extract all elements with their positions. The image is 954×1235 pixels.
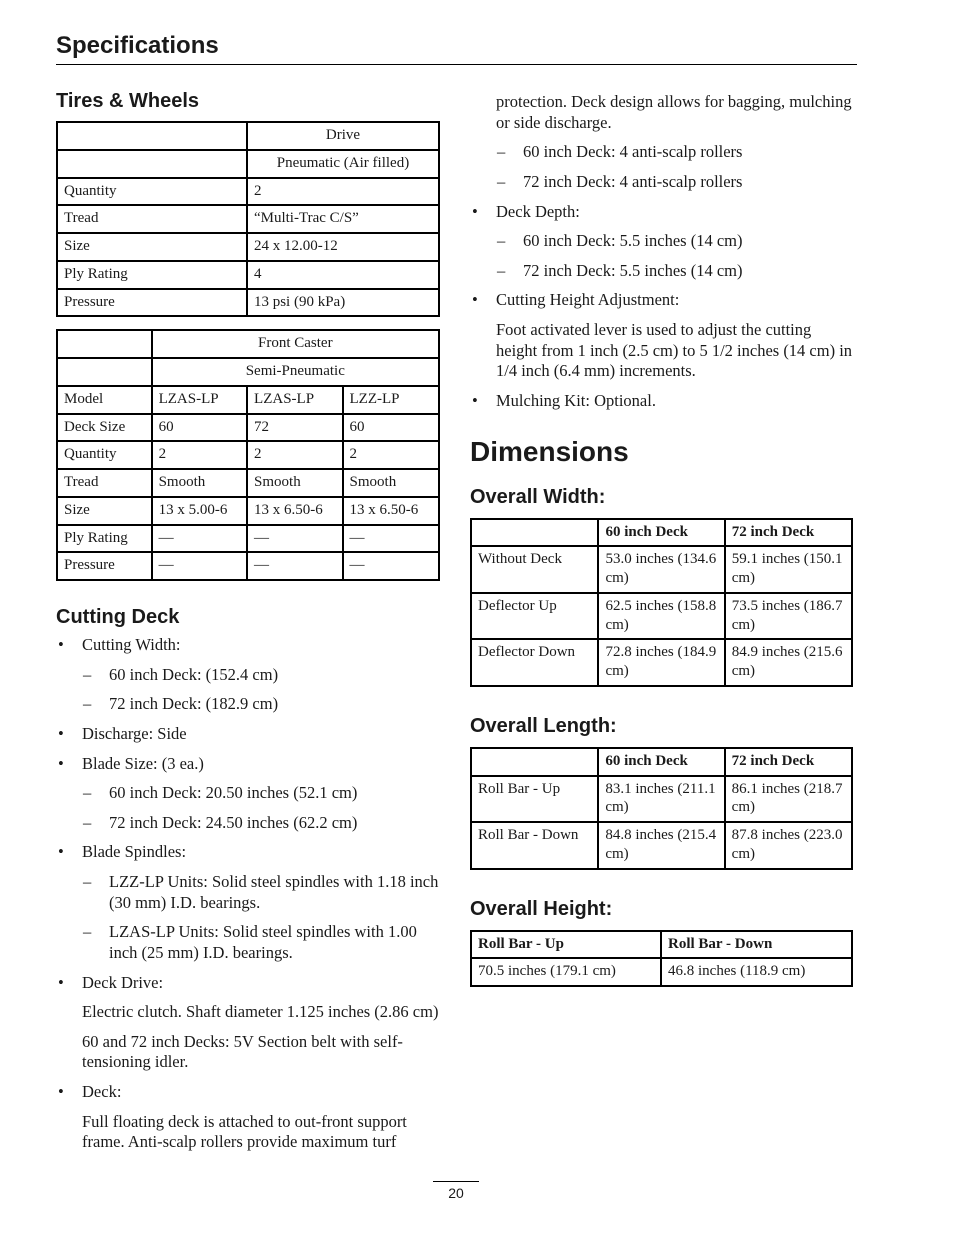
list-item: • Deck Drive:: [56, 973, 446, 994]
table-row: Deflector Up 62.5 inches (158.8 cm) 73.5 inches (186.7 cm): [471, 593, 852, 640]
page-number: 20: [448, 1185, 464, 1201]
table-row: Model LZAS-LP LZAS-LP LZZ-LP: [57, 386, 439, 414]
overall-height-table: [470, 930, 853, 988]
overall-length-heading: Overall Length:: [470, 714, 617, 737]
list-item: • Discharge: Side: [56, 724, 446, 745]
table-row: Deflector Down 72.8 inches (184.9 cm) 84.9 inches (215.6 cm): [471, 639, 852, 686]
drive-tire-table: [56, 121, 440, 317]
page-title: Specifications: [56, 32, 219, 59]
left-column: [56, 88, 446, 1162]
cutting-deck-list-continued: [470, 92, 855, 412]
list-item: – 60 inch Deck: 20.50 inches (52.1 cm): [56, 783, 446, 804]
table-row: Deck Size 60 72 60: [57, 414, 439, 442]
list-paragraph: Full floating deck is attached to out-front support frame. Anti-scalp rollers provide maximum turf: [82, 1111, 407, 1152]
column-header: 60 inch Deck: [598, 519, 724, 547]
overall-length-table: [470, 747, 853, 870]
table-row: Ply Rating — — —: [57, 525, 439, 553]
header-rule: [56, 64, 857, 65]
cutting-deck-list: [56, 635, 446, 1153]
table-row: Size 24 x 12.00-12: [57, 233, 439, 261]
drive-header: Drive: [247, 122, 439, 150]
table-row: 70.5 inches (179.1 cm) 46.8 inches (118.9 cm): [471, 958, 852, 986]
dimensions-heading: Dimensions: [470, 435, 629, 467]
column-header: Roll Bar - Down: [661, 931, 852, 959]
table-row: Without Deck 53.0 inches (134.6 cm) 59.1 inches (150.1 cm): [471, 546, 852, 593]
column-header: 72 inch Deck: [725, 519, 852, 547]
list-item: – 72 inch Deck: 24.50 inches (62.2 cm): [56, 813, 446, 834]
table-row: Quantity 2 2 2: [57, 441, 439, 469]
list-item: • Blade Size: (3 ea.): [56, 754, 446, 775]
list-item: – 60 inch Deck: (152.4 cm): [56, 665, 446, 686]
table-row: Roll Bar - Down 84.8 inches (215.4 cm) 87.8 inches (223.0 cm): [471, 822, 852, 869]
list-item: • Mulching Kit: Optional.: [470, 391, 855, 412]
right-column: [470, 92, 855, 987]
column-header: Roll Bar - Up: [471, 931, 661, 959]
table-row: Pressure 13 psi (90 kPa): [57, 289, 439, 317]
list-item: – LZAS-LP Units: Solid steel spindles with 1.00 inch (25 mm) I.D. bearings.: [56, 922, 446, 963]
list-paragraph: 60 and 72 inch Decks: 5V Section belt with self-tensioning idler.: [82, 1031, 403, 1072]
table-row: Quantity 2: [57, 178, 439, 206]
table-row: Pressure — — —: [57, 552, 439, 580]
caster-subheader: Semi-Pneumatic: [152, 358, 439, 386]
footer-rule: [433, 1181, 479, 1182]
cutting-deck-heading: Cutting Deck: [56, 606, 180, 628]
overall-height-heading: Overall Height:: [470, 897, 613, 920]
table-row: Roll Bar - Up 83.1 inches (211.1 cm) 86.1 inches (218.7 cm): [471, 776, 852, 823]
table-row: Tread Smooth Smooth Smooth: [57, 469, 439, 497]
table-row: Ply Rating 4: [57, 261, 439, 289]
list-item: – 72 inch Deck: 4 anti-scalp rollers: [470, 172, 855, 193]
list-paragraph: Electric clutch. Shaft diameter 1.125 inches (2.86 cm): [82, 1002, 439, 1022]
table-row: Size 13 x 5.00-6 13 x 6.50-6 13 x 6.50-6: [57, 497, 439, 525]
tires-wheels-heading: Tires & Wheels: [56, 90, 200, 112]
list-item: • Blade Spindles:: [56, 842, 446, 863]
caster-header: Front Caster: [152, 330, 439, 358]
list-item: – 60 inch Deck: 4 anti-scalp rollers: [470, 142, 855, 163]
list-item: • Cutting Width:: [56, 635, 446, 656]
list-paragraph: Foot activated lever is used to adjust the cutting height from 1 inch (2.5 cm) to 5 1/2 inches (14 cm) in 1/4 inch (6.4 mm) increments.: [496, 320, 853, 381]
list-paragraph: protection. Deck design allows for bagging, mulching or side discharge.: [496, 92, 852, 132]
column-header: 60 inch Deck: [598, 748, 724, 776]
caster-tire-table: [56, 329, 440, 581]
list-item: • Cutting Height Adjustment:: [470, 290, 855, 311]
list-item: – 72 inch Deck: (182.9 cm): [56, 694, 446, 715]
overall-width-table: [470, 518, 853, 687]
list-item: • Deck:: [56, 1082, 446, 1103]
overall-width-heading: Overall Width:: [470, 485, 606, 508]
list-item: – 72 inch Deck: 5.5 inches (14 cm): [470, 261, 855, 282]
column-header: 72 inch Deck: [725, 748, 852, 776]
list-item: – 60 inch Deck: 5.5 inches (14 cm): [470, 231, 855, 252]
list-item: • Deck Depth:: [470, 202, 855, 223]
table-row: Tread “Multi-Trac C/S”: [57, 205, 439, 233]
drive-subheader: Pneumatic (Air filled): [247, 150, 439, 178]
list-item: – LZZ-LP Units: Solid steel spindles with 1.18 inch (30 mm) I.D. bearings.: [56, 872, 446, 913]
